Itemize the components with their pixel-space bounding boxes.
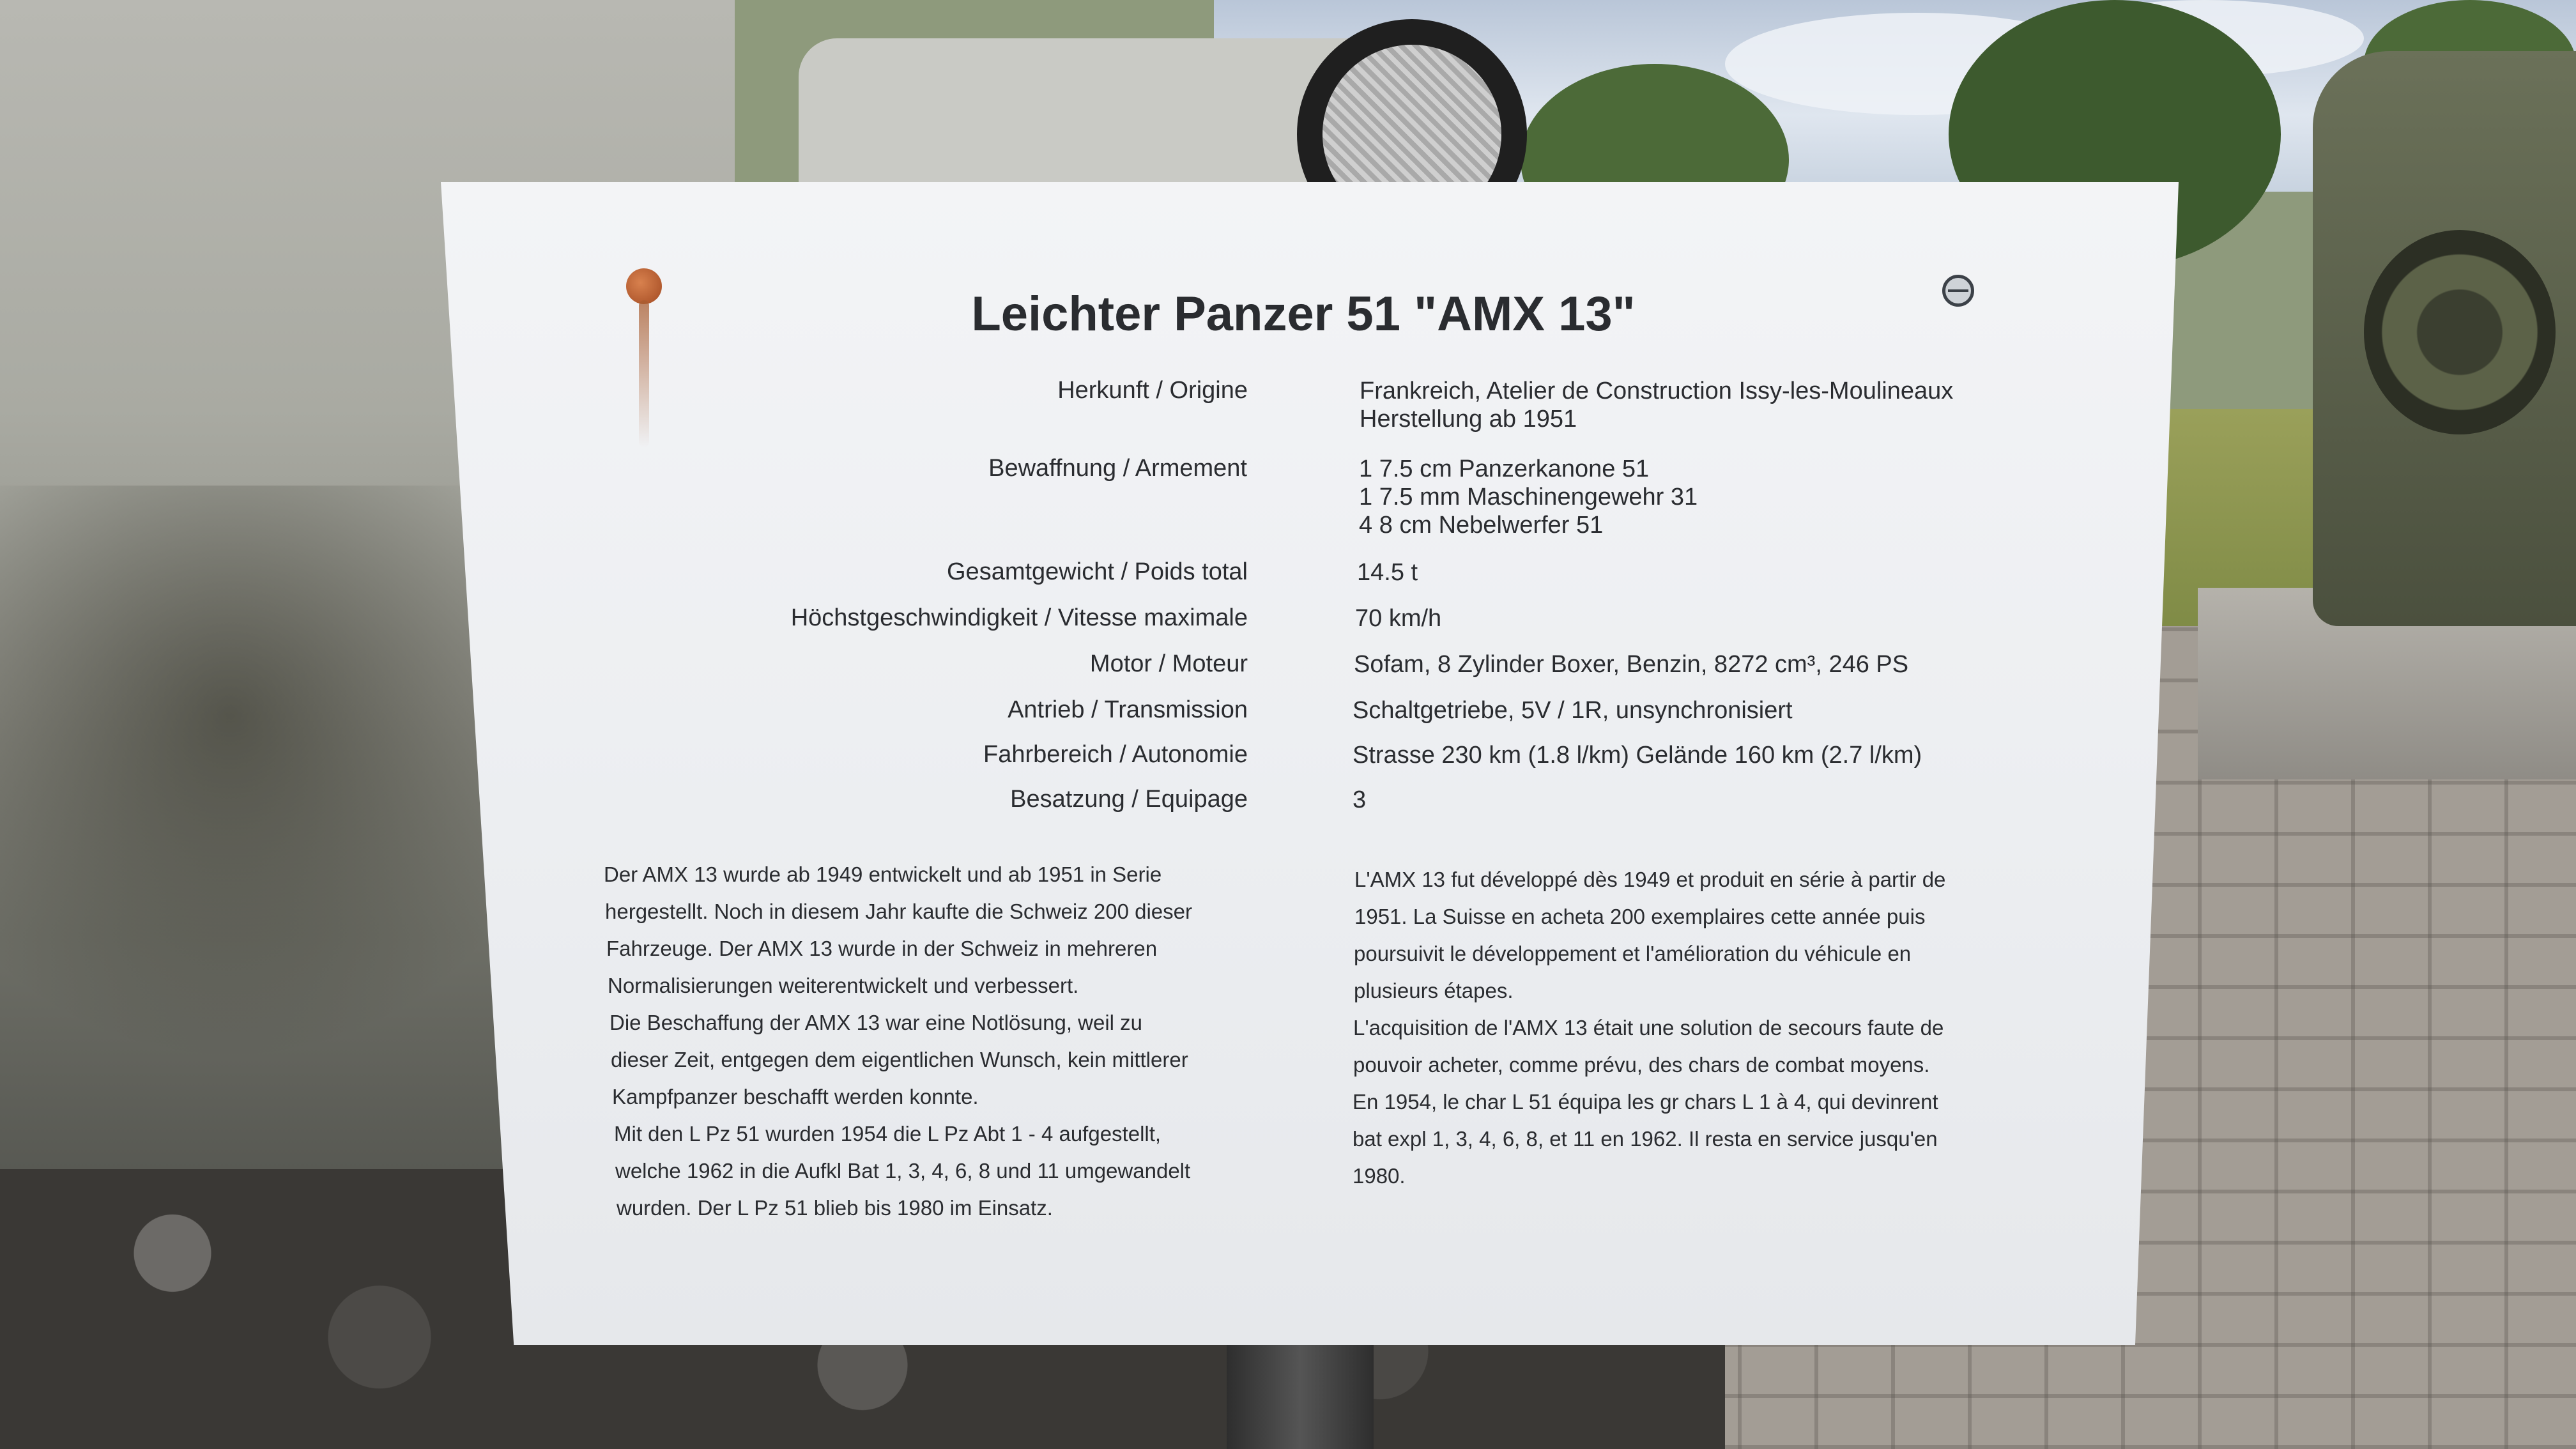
spec-label: Höchstgeschwindigkeit / Vitesse maximale [790,604,1248,631]
paragraph-line: Die Beschaffung der AMX 13 war eine Notlösung, weil zu [610,1011,1143,1034]
spec-value-line: 14.5 t [1357,559,1418,586]
paragraph-line: 1951. La Suisse en acheta 200 exemplaires cette année puis [1354,905,1926,928]
paragraph-line: wurden. Der L Pz 51 blieb bis 1980 im Einsatz. [617,1196,1053,1220]
spec-value [1354,650,1908,678]
paragraph-line: Kampfpanzer beschafft werden konnte. [612,1085,979,1108]
tank-wheel [2364,230,2556,434]
spec-value-line: Herstellung ab 1951 [1360,406,1577,433]
spec-value [1355,604,1441,632]
paragraph-line: bat expl 1, 3, 4, 6, 8, et 11 en 1962. Il resta en service jusqu'en [1353,1127,1938,1151]
sign-title: Leichter Panzer 51 "AMX 13" [971,287,1636,341]
spec-value-line: Strasse 230 km (1.8 l/km) Gelände 160 km (2.7 l/km) [1353,742,1922,769]
spec-value-line: 1 7.5 mm Maschinengewehr 31 [1359,484,1698,510]
spec-value [1353,741,1922,769]
paragraph-line: 1980. [1353,1164,1406,1188]
paragraph-line: En 1954, le char L 51 équipa les gr chars L 1 à 4, qui devinrent [1353,1090,1938,1114]
paragraph-line: dieser Zeit, entgegen dem eigentlichen Wunsch, kein mittlerer [611,1048,1188,1071]
spec-label: Herkunft / Origine [1057,377,1248,404]
spec-label: Motor / Moteur [1089,650,1248,677]
spec-value-line: 1 7.5 cm Panzerkanone 51 [1359,456,1650,482]
rust-streak [639,300,649,447]
spec-value-line: 3 [1353,786,1367,813]
spec-value [1359,455,1698,539]
paragraph-line: Mit den L Pz 51 wurden 1954 die L Pz Abt 1 - 4 aufgestellt, [614,1122,1162,1146]
paragraph-line: Normalisierungen weiterentwickelt und verbessert. [608,974,1079,997]
spec-value [1353,786,1366,814]
spec-label: Gesamtgewicht / Poids total [947,558,1248,585]
spec-label: Antrieb / Transmission [1008,696,1248,723]
paragraph-line: hergestellt. Noch in diesem Jahr kaufte die Schweiz 200 dieser [605,900,1192,923]
spec-label: Fahrbereich / Autonomie [983,741,1248,768]
spec-value-line: Schaltgetriebe, 5V / 1R, unsynchronisiert [1353,697,1793,724]
paragraph-line: L'AMX 13 fut développé dès 1949 et produit en série à partir de [1354,868,1946,891]
spec-label: Bewaffnung / Armement [988,455,1247,482]
paragraph-line: L'acquisition de l'AMX 13 était une solution de secours faute de [1353,1016,1944,1039]
spec-value-line: 4 8 cm Nebelwerfer 51 [1359,512,1604,539]
description-german [604,856,1192,1227]
spec-label: Besatzung / Equipage [1010,786,1248,813]
paragraph-line: Fahrzeuge. Der AMX 13 wurde in der Schweiz in mehreren [606,937,1158,960]
spec-value-line: Frankreich, Atelier de Construction Issy-les-Moulineaux [1360,378,1954,404]
paragraph-line: plusieurs étapes. [1354,979,1514,1002]
spec-value-line: 70 km/h [1355,605,1442,632]
spec-value [1360,377,1953,433]
paragraph-line: Der AMX 13 wurde ab 1949 entwickelt und ab 1951 in Serie [604,862,1162,886]
paragraph-line: welche 1962 in die Aufkl Bat 1, 3, 4, 6, 8 und 11 umgewandelt [615,1159,1191,1183]
description-french [1354,861,1945,1195]
paragraph-line: poursuivit le développement et l'amélioration du véhicule en [1354,942,1912,965]
screw [1942,275,1974,307]
rusty-screw [626,268,662,304]
paragraph-line: pouvoir acheter, comme prévu, des chars de combat moyens. [1353,1053,1930,1077]
spec-value-line: Sofam, 8 Zylinder Boxer, Benzin, 8272 cm³, 246 PS [1354,651,1909,678]
spec-value [1357,558,1418,586]
spec-value [1353,696,1793,724]
